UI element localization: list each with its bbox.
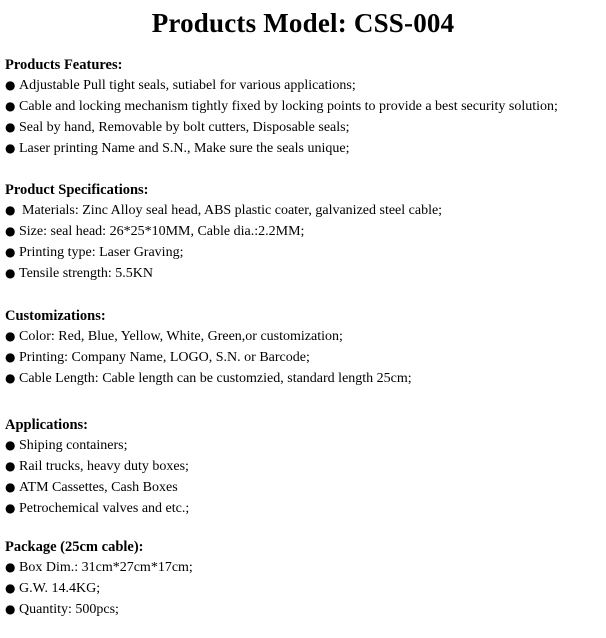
list-item: [5, 221, 605, 242]
list-item-text: Shiping containers;: [19, 438, 128, 453]
bullet-icon: ●: [5, 224, 16, 238]
list-item: [5, 75, 605, 96]
specifications-section: [5, 180, 605, 284]
list-item: [5, 456, 605, 477]
list-item: [5, 368, 605, 389]
list-item-text: Printing: Company Name, LOGO, S.N. or Barcode;: [19, 350, 310, 365]
bullet-icon: ●: [5, 99, 16, 113]
bullet-icon: ●: [5, 78, 16, 92]
list-item-text: Box Dim.: 31cm*27cm*17cm;: [19, 560, 193, 575]
list-item-text: ATM Cassettes, Cash Boxes: [19, 480, 178, 495]
list-item-text: Laser printing Name and S.N., Make sure the seals unique;: [19, 141, 350, 156]
customizations-section: [5, 306, 605, 389]
bullet-icon: ●: [5, 480, 16, 494]
list-item-text: Printing type: Laser Graving;: [19, 245, 184, 260]
list-item: [5, 326, 605, 347]
applications-heading: Applications:: [5, 417, 88, 433]
bullet-icon: ●: [5, 581, 16, 595]
features-section: [5, 55, 605, 159]
bullet-icon: ●: [5, 266, 16, 280]
bullet-icon: ●: [5, 602, 16, 616]
bullet-icon: ●: [5, 245, 16, 259]
list-item: [5, 200, 605, 221]
bullet-icon: ●: [5, 371, 16, 385]
package-section: [5, 537, 605, 620]
list-item: [5, 435, 605, 456]
list-item: [5, 117, 605, 138]
list-item-text: Cable and locking mechanism tightly fixed by locking points to provide a best security solution;: [19, 99, 558, 114]
list-item: [5, 599, 605, 620]
bullet-icon: ●: [5, 203, 16, 217]
list-item-text: Materials: Zinc Alloy seal head, ABS plastic coater, galvanized steel cable;: [22, 203, 443, 218]
list-item: [5, 96, 605, 117]
list-item: [5, 477, 605, 498]
list-item-text: Color: Red, Blue, Yellow, White, Green,or customization;: [19, 329, 343, 344]
list-item: [5, 138, 605, 159]
list-item-text: Petrochemical valves and etc.;: [19, 501, 190, 516]
list-item-text: Cable Length: Cable length can be customzied, standard length 25cm;: [19, 371, 412, 386]
list-item: [5, 263, 605, 284]
list-item-text: G.W. 14.4KG;: [19, 581, 101, 596]
bullet-icon: ●: [5, 459, 16, 473]
bullet-icon: ●: [5, 501, 16, 515]
specifications-heading: Product Specifications:: [5, 182, 149, 198]
list-item-text: Adjustable Pull tight seals, sutiabel for various applications;: [19, 78, 356, 93]
customizations-heading: Customizations:: [5, 308, 106, 324]
list-item-text: Size: seal head: 26*25*10MM, Cable dia.:2.2MM;: [19, 224, 305, 239]
list-item-text: Seal by hand, Removable by bolt cutters, Disposable seals;: [19, 120, 350, 135]
list-item: [5, 578, 605, 599]
bullet-icon: ●: [5, 350, 16, 364]
bullet-icon: ●: [5, 560, 16, 574]
bullet-icon: ●: [5, 141, 16, 155]
list-item-text: Quantity: 500pcs;: [19, 602, 119, 617]
bullet-icon: ●: [5, 438, 16, 452]
list-item-text: Rail trucks, heavy duty boxes;: [19, 459, 189, 474]
page-title: Products Model: CSS-004: [151, 8, 455, 38]
applications-section: [5, 415, 605, 519]
package-heading: Package (25cm cable):: [5, 539, 144, 555]
list-item-text: Tensile strength: 5.5KN: [19, 266, 153, 281]
bullet-icon: ●: [5, 120, 16, 134]
list-item: [5, 242, 605, 263]
features-heading: Products Features:: [5, 57, 123, 73]
list-item: [5, 498, 605, 519]
bullet-icon: ●: [5, 329, 16, 343]
list-item: [5, 557, 605, 578]
list-item: [5, 347, 605, 368]
